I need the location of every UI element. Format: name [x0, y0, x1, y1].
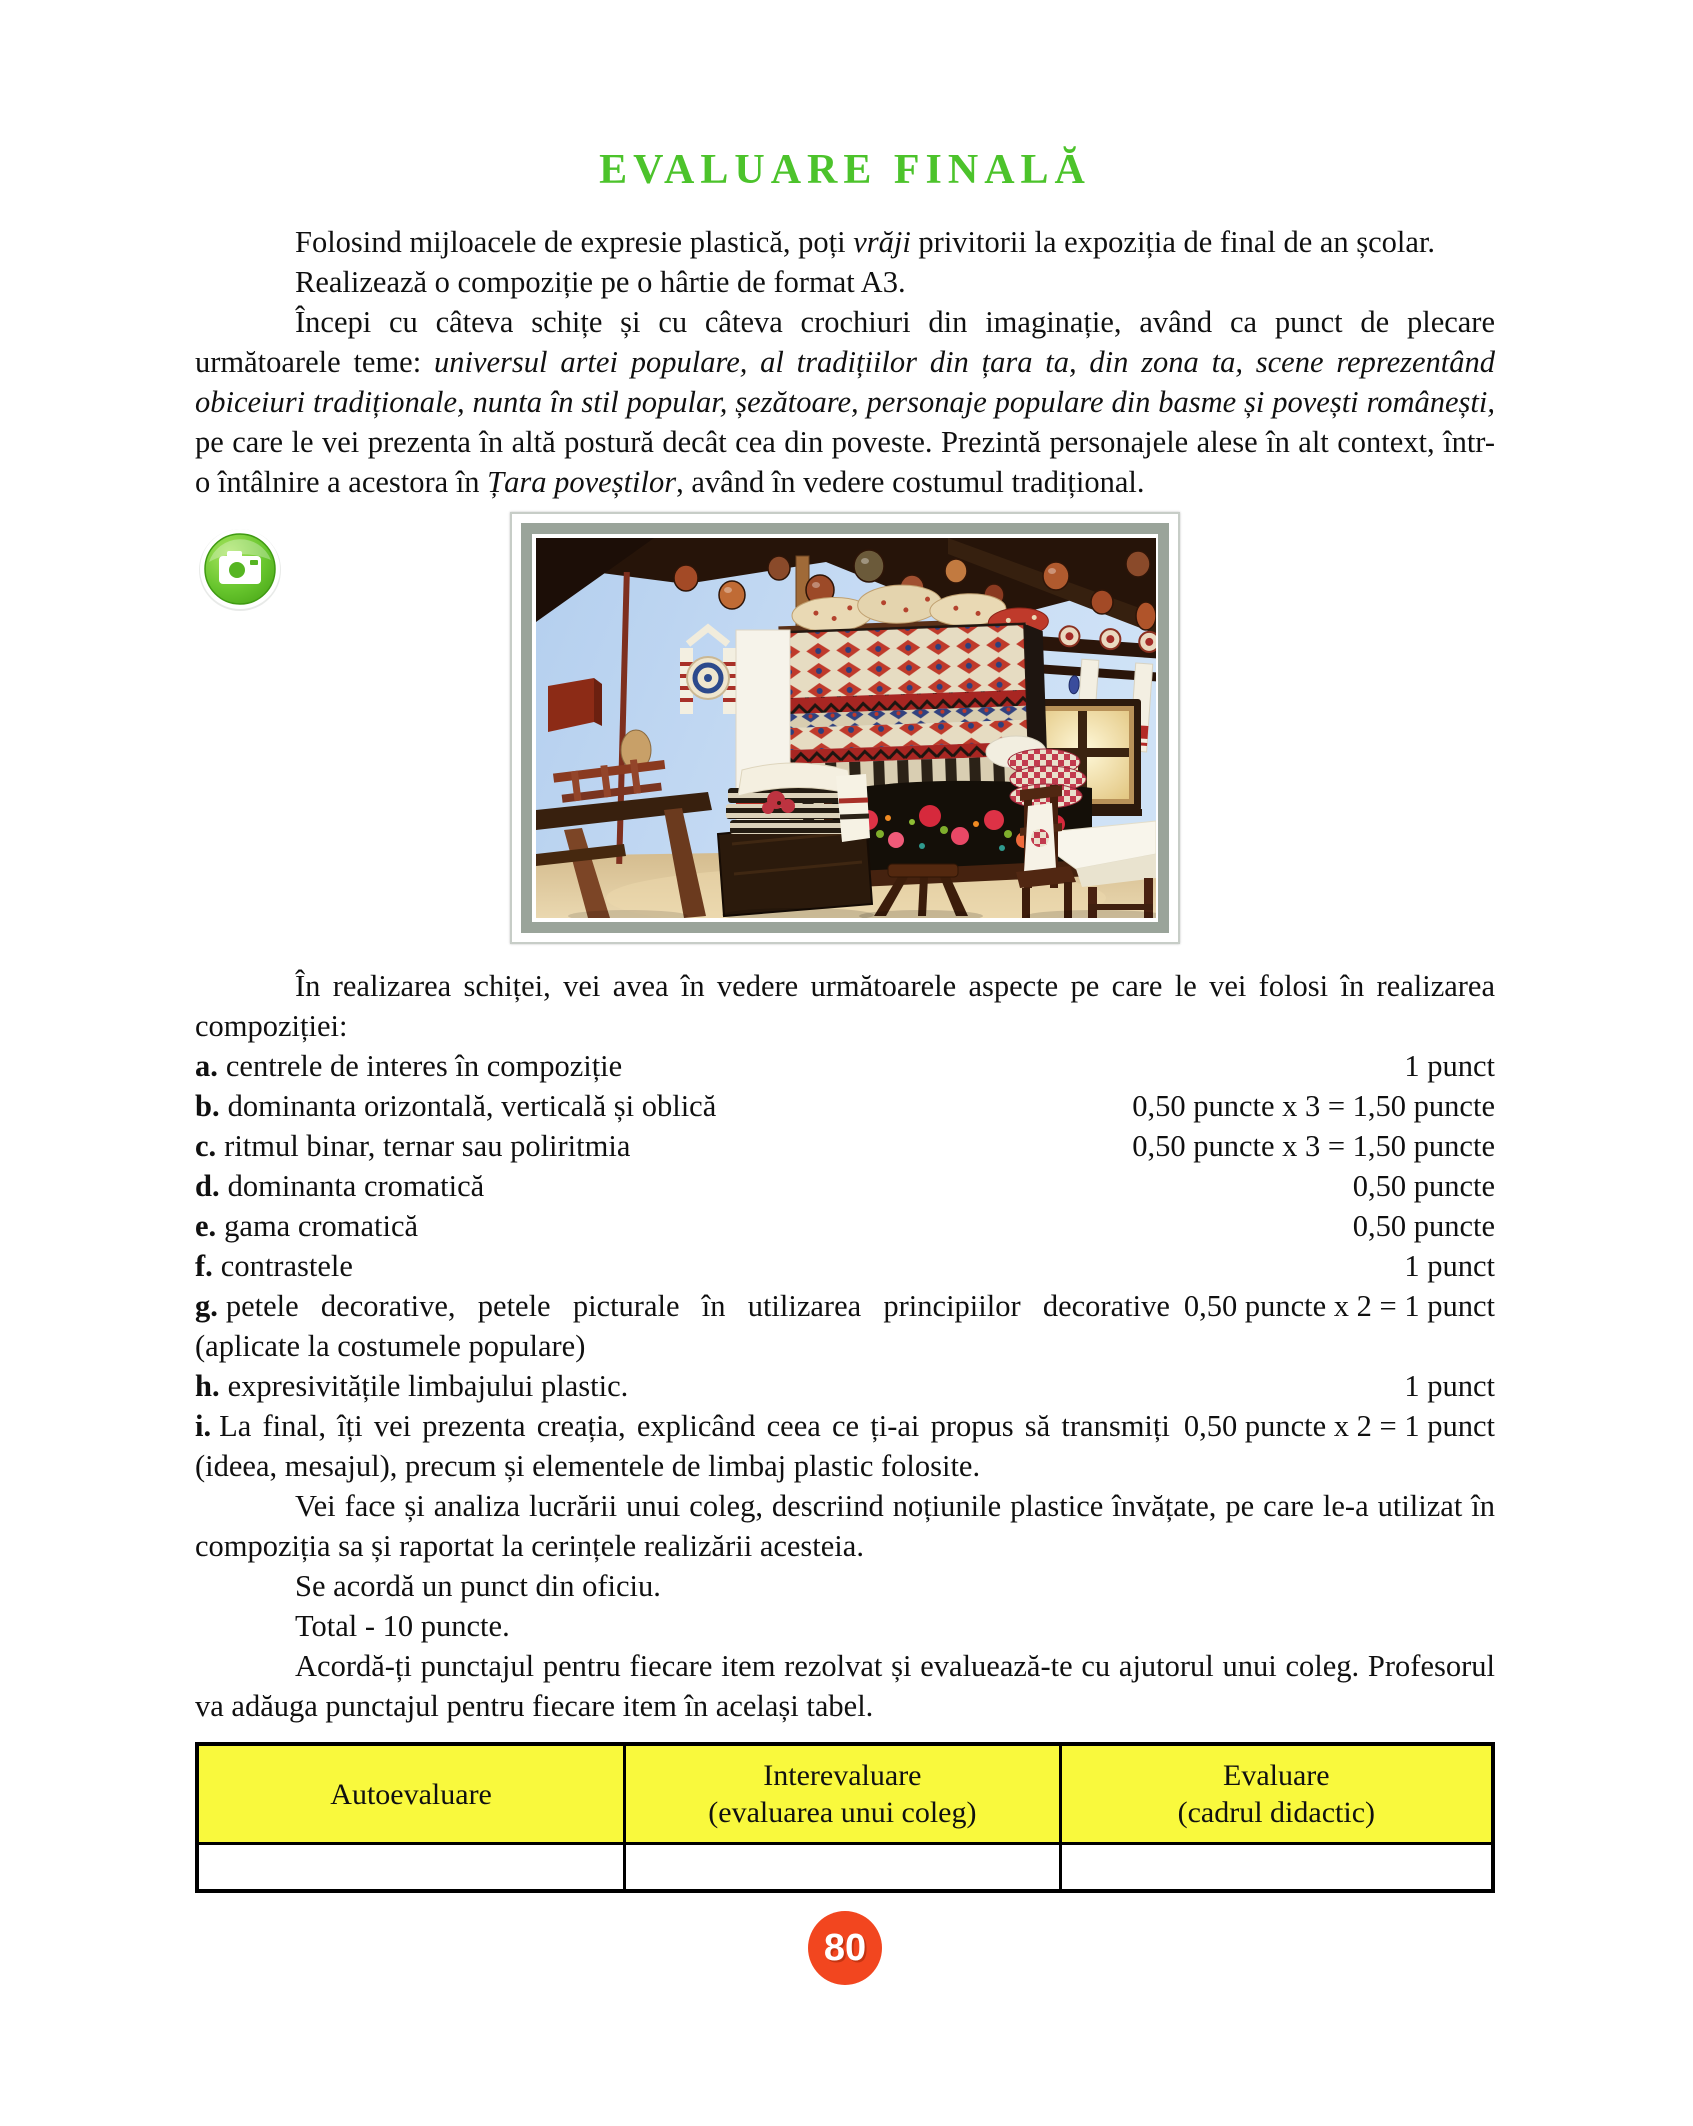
page-title: EVALUARE FINALĂ	[599, 147, 1091, 193]
scoring-item-letter: h.	[195, 1369, 220, 1403]
scoring-list	[195, 1046, 1495, 1486]
header-evaluare-line2: (cadrul didactic)	[1177, 1796, 1375, 1829]
scoring-item-letter: g.	[195, 1289, 218, 1323]
header-autoevaluare	[197, 1744, 625, 1844]
intro-paragraph-3	[195, 302, 1495, 502]
bed-pillows	[1008, 749, 1086, 808]
scoring-item-points: 0,50 puncte	[1352, 1169, 1495, 1203]
page-number-badge: 80	[808, 1911, 882, 1985]
office-point-paragraph: Se acordă un punct din oficiu.	[295, 1569, 661, 1603]
total-paragraph: Total - 10 puncte.	[295, 1609, 510, 1643]
scoring-item	[195, 1286, 1495, 1366]
scoring-item-points: 1 punct	[1404, 1249, 1495, 1283]
intro-p1-text: Folosind mijloacele de expresie plastică, poți	[295, 225, 854, 259]
intro-p3-text: Începi cu câteva schițe și cu câteva crochiuri din imaginație, având ca punct de plecare următoarele teme:	[195, 305, 1495, 379]
scoring-item	[195, 1366, 1495, 1406]
scoring-intro: În realizarea schiței, vei avea în vedere următoarele aspecte pe care le vei folosi în realizarea compoziției:	[195, 969, 1495, 1043]
intro-p3-text-c: , având în vedere costumul tradițional.	[676, 465, 1145, 499]
scoring-item-points: 0,50 puncte x 2 = 1 punct	[1183, 1289, 1495, 1323]
scoring-item-letter: b.	[195, 1089, 220, 1123]
scoring-item-letter: e.	[195, 1209, 217, 1243]
chest	[718, 763, 872, 916]
scoring-item-text: La final, îți vei prezenta creația, explicând ceea ce ți-ai propus să transmiți (ideea, mesajul), precum și elementele de limbaj plastic folosite.	[195, 1409, 1170, 1483]
header-evaluare-line1: Evaluare	[1223, 1759, 1330, 1792]
scoring-item	[195, 1046, 1495, 1086]
intro-p3-italic-tara: Țara poveștilor	[487, 465, 677, 499]
photo-section	[195, 512, 1495, 954]
scoring-item-letter: i.	[195, 1409, 212, 1443]
intro-p3-italic-themes: universul artei populare, al tradițiilor din țara ta, din zona ta, scene reprezentând obiceiuri tradiționale, nunta în stil popular, șezătoare, personaje populare din basme și povești românești,	[195, 345, 1495, 419]
scoring-item-points: 0,50 puncte x 3 = 1,50 puncte	[1132, 1089, 1495, 1123]
scoring-item-points: 0,50 puncte x 2 = 1 punct	[1183, 1409, 1495, 1443]
scoring-item-text: dominanta orizontală, verticală și oblică	[227, 1089, 717, 1123]
scoring-item	[195, 1126, 1495, 1166]
scoring-item-text: ritmul binar, ternar sau poliritmia	[224, 1129, 631, 1163]
scoring-item-text: expresivitățile limbajului plastic.	[227, 1369, 629, 1403]
intro-p3-text-b: pe care le vei prezenta în altă postură decât cea din poveste. Prezintă personajele alese în alt context, într-o întâlnire a acestora în	[195, 425, 1495, 499]
scoring-item-text: petele decorative, petele picturale în utilizarea principiilor decorative (aplicate la costumele populare)	[195, 1289, 1170, 1363]
autoevaluare-cell	[197, 1844, 625, 1892]
scoring-item-letter: f.	[195, 1249, 213, 1283]
camera-icon	[197, 526, 283, 612]
intro-p1-italic: vrăji	[853, 225, 911, 259]
header-interevaluare	[625, 1744, 1060, 1844]
analysis-paragraph: Vei face și analiza lucrării unui coleg, descriind noțiunile plastice învățate, pe care le-a utilizat în compoziția sa și raportat la cerințele realizării acesteia.	[195, 1489, 1495, 1563]
evaluare-cell	[1060, 1844, 1493, 1892]
scoring-item-text: dominanta cromatică	[227, 1169, 485, 1203]
scoring-item-points: 1 punct	[1404, 1049, 1495, 1083]
photo-traditional-room	[510, 512, 1180, 944]
scoring-item-text: centrele de interes în compoziție	[225, 1049, 623, 1083]
header-autoevaluare-line1: Autoevaluare	[330, 1777, 492, 1811]
scoring-item-points: 0,50 puncte x 3 = 1,50 puncte	[1132, 1129, 1495, 1163]
scoring-item	[195, 1246, 1495, 1286]
scoring-item	[195, 1166, 1495, 1206]
scoring-item	[195, 1406, 1495, 1486]
header-interevaluare-line2: (evaluarea unui coleg)	[708, 1796, 977, 1829]
interevaluare-cell	[625, 1844, 1060, 1892]
scoring-item-points: 1 punct	[1404, 1369, 1495, 1403]
intro-paragraph-2: Realizează o compoziție pe o hârtie de format A3.	[295, 265, 906, 299]
scoring-item-points: 0,50 puncte	[1352, 1209, 1495, 1243]
intro-p1-text-b: privitorii la expoziția de final de an școlar.	[910, 225, 1436, 259]
scoring-item	[195, 1206, 1495, 1246]
scoring-item-letter: a.	[195, 1049, 218, 1083]
header-interevaluare-line1: Interevaluare	[763, 1759, 922, 1792]
scoring-item-text: contrastele	[220, 1249, 353, 1283]
evaluation-table	[195, 1742, 1495, 1893]
page-footer	[195, 1911, 1495, 1985]
scoring-item-letter: d.	[195, 1169, 220, 1203]
header-evaluare	[1060, 1744, 1493, 1844]
self-score-paragraph: Acordă-ți punctajul pentru fiecare item rezolvat și evaluează-te cu ajutorul unui coleg. Profesorul va adăuga punctajul pentru fiecare item în același tabel.	[195, 1649, 1495, 1723]
scoring-item-text: gama cromatică	[224, 1209, 419, 1243]
intro-paragraph-1	[195, 222, 1495, 262]
scoring-item	[195, 1086, 1495, 1126]
scoring-item-letter: c.	[195, 1129, 217, 1163]
evaluation-table-empty-row	[197, 1844, 1493, 1892]
evaluation-table-header-row	[197, 1744, 1493, 1844]
